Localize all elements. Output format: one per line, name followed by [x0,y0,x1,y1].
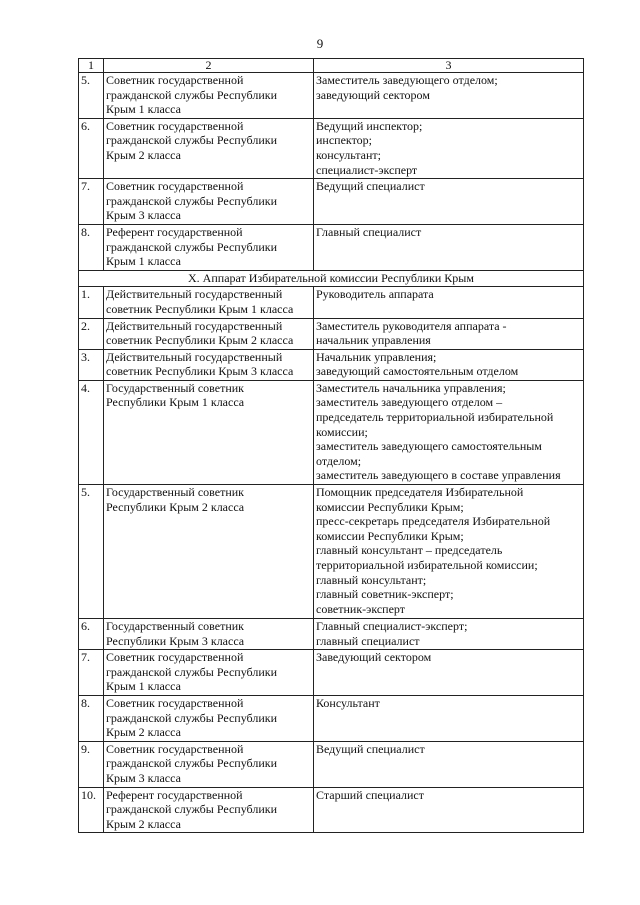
class-rank-cell [104,73,314,119]
class-rank-line: Республики Крым 3 класса [106,633,245,648]
position-line: начальник управления [316,333,431,348]
class-rank-line: гражданской службы Республики [106,710,278,725]
class-rank-line: Государственный советник [106,485,245,500]
class-rank-line: Крым 1 класса [106,102,181,117]
table-header-row [79,59,584,73]
position-line: Ведущий специалист [316,741,425,756]
section-heading-row [79,270,584,287]
class-rank-line: Республики Крым 2 класса [106,499,245,514]
class-rank-line: Советник государственной [106,741,244,756]
position-line: Ведущий специалист [316,179,425,194]
class-rank-line: Крым 1 класса [106,679,181,694]
class-rank-line: гражданской службы Республики [106,756,278,771]
class-rank-line: Государственный советник [106,619,245,634]
class-rank-line: Крым 3 класса [106,770,181,785]
positions-cell [314,741,584,787]
class-rank-cell [104,619,314,650]
table-row [79,349,584,380]
positions-cell [314,650,584,696]
class-rank-line: Действительный государственный [106,287,283,302]
position-line: советник-эксперт [316,601,406,616]
position-line: консультант; [316,147,382,162]
class-rank-cell [104,224,314,270]
class-rank-line: советник Республики Крым 1 класса [106,301,294,316]
position-line: заведующий самостоятельным отделом [316,364,519,379]
row-number: 2. [79,318,104,349]
class-rank-line: гражданской службы Республики [106,193,278,208]
class-rank-line: Крым 2 класса [106,816,181,831]
positions-cell [314,696,584,742]
class-rank-line: гражданской службы Республики [106,802,278,817]
class-rank-line: Крым 2 класса [106,725,181,740]
position-line: Заведующий сектором [316,650,432,665]
table-row [79,619,584,650]
class-rank-cell [104,485,314,619]
row-number: 9. [79,741,104,787]
table-row [79,287,584,318]
class-rank-line: Советник государственной [106,73,244,87]
class-rank-line: Действительный государственный [106,318,283,333]
position-line: Помощник председателя Избирательной [316,485,524,500]
row-number: 8. [79,696,104,742]
class-rank-cell [104,787,314,833]
section-title: X. Аппарат Избирательной комиссии Республики Крым [79,270,584,287]
position-line: заместитель заведующего самостоятельным [316,439,542,454]
position-line: специалист-эксперт [316,162,418,177]
class-rank-line: Советник государственной [106,650,244,665]
class-rank-line: Действительный государственный [106,349,283,364]
position-line: Заместитель руководителя аппарата - [316,318,507,333]
position-line: заместитель заведующего в составе управления [316,468,561,483]
position-line: председатель территориальной избирательной [316,410,554,425]
positions-table [78,58,584,833]
table-row [79,318,584,349]
position-line: Заместитель заведующего отделом; [316,73,498,87]
class-rank-line: Референт государственной [106,224,243,239]
column-header-1: 1 [79,59,104,73]
positions-cell [314,318,584,349]
row-number: 7. [79,179,104,225]
row-number: 4. [79,380,104,484]
class-rank-cell [104,741,314,787]
positions-cell [314,224,584,270]
table-row [79,485,584,619]
class-rank-line: Советник государственной [106,118,244,133]
class-rank-cell [104,650,314,696]
position-line: Консультант [316,696,380,710]
positions-cell [314,287,584,318]
table-row [79,179,584,225]
table-body [79,59,584,833]
position-line: главный специалист [316,633,420,648]
class-rank-line: Советник государственной [106,179,244,194]
positions-cell [314,485,584,619]
position-line: главный консультант; [316,572,427,587]
table-row [79,73,584,119]
class-rank-cell [104,349,314,380]
positions-cell [314,179,584,225]
class-rank-line: гражданской службы Республики [106,664,278,679]
row-number: 3. [79,349,104,380]
class-rank-cell [104,287,314,318]
class-rank-line: советник Республики Крым 2 класса [106,333,294,348]
positions-cell [314,73,584,119]
row-number: 6. [79,619,104,650]
class-rank-cell [104,118,314,178]
class-rank-line: Государственный советник [106,380,245,395]
column-header-3: 3 [314,59,584,73]
class-rank-line: гражданской службы Республики [106,239,278,254]
position-line: Заместитель начальника управления; [316,380,506,395]
table-row [79,380,584,484]
position-line: главный советник-эксперт; [316,587,454,602]
position-line: Начальник управления; [316,349,437,364]
position-line: Старший специалист [316,787,424,802]
table-row [79,741,584,787]
positions-cell [314,787,584,833]
class-rank-line: Советник государственной [106,696,244,710]
table-row [79,696,584,742]
table-row [79,118,584,178]
class-rank-line: Крым 2 класса [106,147,181,162]
row-number: 1. [79,287,104,318]
row-number: 5. [79,73,104,119]
position-line: заместитель заведующего отделом – [316,395,503,410]
position-line: заведующий сектором [316,87,430,102]
class-rank-line: Республики Крым 1 класса [106,395,245,410]
table-row [79,224,584,270]
class-rank-cell [104,318,314,349]
positions-cell [314,619,584,650]
row-number: 10. [79,787,104,833]
class-rank-line: Крым 1 класса [106,254,181,269]
class-rank-cell [104,380,314,484]
position-line: Ведущий инспектор; [316,118,423,133]
row-number: 8. [79,224,104,270]
row-number: 5. [79,485,104,619]
position-line: пресс-секретарь председателя Избирательной [316,514,551,529]
position-line: отделом; [316,453,362,468]
position-line: комиссии; [316,424,368,439]
row-number: 7. [79,650,104,696]
position-line: инспектор; [316,133,373,148]
position-line: Руководитель аппарата [316,287,434,302]
class-rank-line: гражданской службы Республики [106,87,278,102]
position-line: территориальной избирательной комиссии; [316,558,538,572]
position-line: Главный специалист [316,224,422,239]
class-rank-line: гражданской службы Республики [106,133,278,148]
row-number: 6. [79,118,104,178]
position-line: комиссии Республики Крым; [316,528,464,543]
positions-cell [314,118,584,178]
positions-cell [314,380,584,484]
class-rank-line: Референт государственной [106,787,243,802]
position-line: главный консультант – председатель [316,543,503,558]
position-line: Главный специалист-эксперт; [316,619,468,634]
page-number: 9 [316,36,324,51]
table-row [79,650,584,696]
class-rank-line: советник Республики Крым 3 класса [106,364,294,379]
column-header-2: 2 [104,59,314,73]
class-rank-cell [104,179,314,225]
positions-cell [314,349,584,380]
class-rank-line: Крым 3 класса [106,208,181,223]
table-row [79,787,584,833]
position-line: комиссии Республики Крым; [316,499,464,514]
class-rank-cell [104,696,314,742]
